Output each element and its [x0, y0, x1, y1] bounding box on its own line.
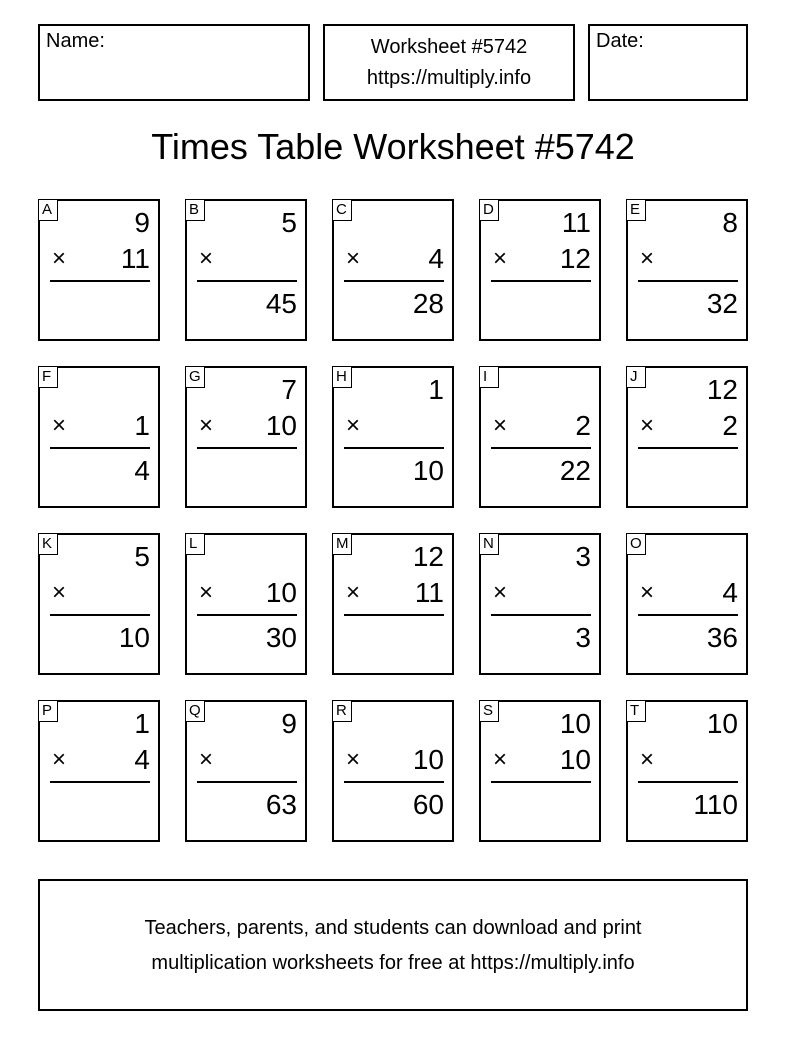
problem-answer: 110 — [693, 789, 738, 820]
problem-answer: 28 — [412, 288, 444, 319]
problem-answer: 45 — [265, 288, 297, 319]
problem-o — [626, 533, 748, 675]
problem-bottom-number: 12 — [559, 243, 591, 274]
answer-rule-line — [638, 614, 738, 616]
answer-rule-line — [491, 447, 591, 449]
answer-rule-line — [197, 447, 297, 449]
problem-top-number: 5 — [134, 541, 150, 572]
answer-rule-line — [344, 447, 444, 449]
problem-bottom-number: 11 — [120, 243, 150, 274]
name-field-box[interactable] — [38, 24, 310, 101]
problem-letter: J — [626, 366, 646, 388]
times-sign: × — [640, 245, 655, 272]
problem-letter: N — [479, 533, 499, 555]
times-sign: × — [199, 579, 214, 606]
problem-k — [38, 533, 160, 675]
problem-letter: C — [332, 199, 352, 221]
problem-top-number: 11 — [561, 207, 591, 238]
footer-line-1: Teachers, parents, and students can download and print — [144, 917, 642, 939]
problem-bottom-number: 11 — [414, 577, 444, 608]
answer-rule-line — [197, 280, 297, 282]
problem-letter: Q — [185, 700, 205, 722]
problem-r — [332, 700, 454, 842]
times-sign: × — [52, 412, 67, 439]
times-sign: × — [640, 579, 655, 606]
problem-bottom-number: 4 — [428, 243, 444, 274]
times-sign: × — [346, 245, 361, 272]
problem-letter: I — [479, 366, 499, 388]
problem-top-number: 1 — [428, 374, 444, 405]
problem-bottom-number: 1 — [134, 410, 150, 441]
problem-letter: S — [479, 700, 499, 722]
answer-rule-line — [197, 781, 297, 783]
times-sign: × — [640, 746, 655, 773]
problem-answer: 60 — [412, 789, 444, 820]
problem-answer: 30 — [265, 622, 297, 653]
problem-answer: 10 — [412, 455, 444, 486]
problem-j — [626, 366, 748, 508]
answer-rule-line — [638, 447, 738, 449]
date-field-box[interactable] — [588, 24, 748, 101]
problem-answer: 22 — [559, 455, 591, 486]
problem-f — [38, 366, 160, 508]
times-sign: × — [52, 245, 67, 272]
answer-rule-line — [50, 280, 150, 282]
times-sign: × — [199, 412, 214, 439]
problem-q — [185, 700, 307, 842]
worksheet-number: Worksheet #5742 — [370, 36, 528, 58]
problem-n — [479, 533, 601, 675]
problem-answer: 63 — [265, 789, 297, 820]
times-sign: × — [493, 245, 508, 272]
times-sign: × — [493, 746, 508, 773]
times-sign: × — [346, 746, 361, 773]
problem-letter: R — [332, 700, 352, 722]
problem-bottom-number: 10 — [265, 410, 297, 441]
problem-letter: D — [479, 199, 499, 221]
answer-rule-line — [491, 614, 591, 616]
problem-answer: 36 — [706, 622, 738, 653]
problem-bottom-number: 4 — [722, 577, 738, 608]
times-sign: × — [346, 412, 361, 439]
problem-h — [332, 366, 454, 508]
problem-p — [38, 700, 160, 842]
problem-letter: H — [332, 366, 352, 388]
answer-rule-line — [50, 781, 150, 783]
problem-d — [479, 199, 601, 341]
problem-top-number: 12 — [706, 374, 738, 405]
times-sign: × — [199, 245, 214, 272]
problem-t — [626, 700, 748, 842]
problem-top-number: 5 — [281, 207, 297, 238]
problem-answer: 10 — [118, 622, 150, 653]
problem-letter: F — [38, 366, 58, 388]
answer-rule-line — [344, 781, 444, 783]
problem-c — [332, 199, 454, 341]
problem-letter: A — [38, 199, 58, 221]
problem-l — [185, 533, 307, 675]
times-sign: × — [493, 579, 508, 606]
times-sign: × — [52, 579, 67, 606]
problem-letter: E — [626, 199, 646, 221]
date-label: Date: — [596, 30, 644, 52]
problem-top-number: 10 — [559, 708, 591, 739]
problem-top-number: 7 — [281, 374, 297, 405]
problem-bottom-number: 2 — [575, 410, 591, 441]
worksheet-url: https://multiply.info — [366, 67, 532, 89]
times-sign: × — [199, 746, 214, 773]
times-sign: × — [640, 412, 655, 439]
problem-bottom-number: 2 — [722, 410, 738, 441]
problem-letter: M — [332, 533, 352, 555]
problem-letter: G — [185, 366, 205, 388]
problem-top-number: 12 — [412, 541, 444, 572]
times-sign: × — [346, 579, 361, 606]
problem-top-number: 3 — [575, 541, 591, 572]
footer-note — [38, 879, 748, 1011]
problem-s — [479, 700, 601, 842]
problem-top-number: 8 — [722, 207, 738, 238]
answer-rule-line — [638, 781, 738, 783]
problem-letter: K — [38, 533, 58, 555]
problem-top-number: 9 — [281, 708, 297, 739]
problem-m — [332, 533, 454, 675]
problem-bottom-number: 4 — [134, 744, 150, 775]
problem-answer: 32 — [706, 288, 738, 319]
page-title: Times Table Worksheet #5742 — [151, 126, 635, 167]
problem-bottom-number: 10 — [265, 577, 297, 608]
problem-answer: 4 — [134, 455, 150, 486]
name-label: Name: — [46, 30, 105, 52]
worksheet-info-box — [323, 24, 575, 101]
problem-answer: 3 — [575, 622, 591, 653]
times-sign: × — [52, 746, 67, 773]
problem-letter: T — [626, 700, 646, 722]
answer-rule-line — [50, 447, 150, 449]
problem-letter: O — [626, 533, 646, 555]
answer-rule-line — [197, 614, 297, 616]
answer-rule-line — [50, 614, 150, 616]
problem-b — [185, 199, 307, 341]
problem-g — [185, 366, 307, 508]
problem-a — [38, 199, 160, 341]
problem-top-number: 10 — [706, 708, 738, 739]
answer-rule-line — [344, 614, 444, 616]
problem-bottom-number: 10 — [412, 744, 444, 775]
answer-rule-line — [344, 280, 444, 282]
problem-e — [626, 199, 748, 341]
footer-line-2: multiplication worksheets for free at https://multiply.info — [151, 952, 635, 974]
answer-rule-line — [638, 280, 738, 282]
answer-rule-line — [491, 781, 591, 783]
answer-rule-line — [491, 280, 591, 282]
problem-letter: L — [185, 533, 205, 555]
times-sign: × — [493, 412, 508, 439]
problem-bottom-number: 10 — [559, 744, 591, 775]
problem-letter: P — [38, 700, 58, 722]
problem-letter: B — [185, 199, 205, 221]
problem-top-number: 1 — [134, 708, 150, 739]
problem-top-number: 9 — [134, 207, 150, 238]
problem-i — [479, 366, 601, 508]
